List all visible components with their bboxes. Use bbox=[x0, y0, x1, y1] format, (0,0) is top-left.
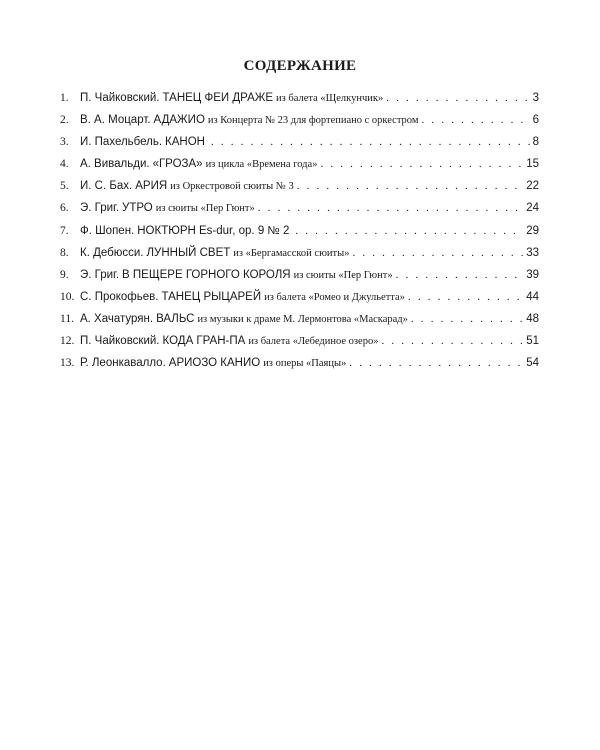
entry-composer: В. А. Моцарт. bbox=[80, 114, 151, 127]
toc-entry bbox=[60, 158, 539, 180]
entry-page-number: 15 bbox=[526, 158, 539, 171]
dot-leader bbox=[352, 247, 523, 259]
entry-number: 4. bbox=[60, 158, 69, 171]
entry-number: 3. bbox=[60, 136, 69, 149]
entry-work-title: ЛУННЫЙ СВЕТ bbox=[146, 246, 231, 259]
toc-entry bbox=[60, 202, 539, 224]
entry-page-number: 6 bbox=[532, 114, 539, 127]
toc-entry bbox=[60, 136, 539, 158]
table-of-contents bbox=[60, 92, 539, 379]
entry-page-number: 44 bbox=[526, 290, 539, 303]
dot-leader bbox=[320, 158, 523, 170]
toc-entry bbox=[60, 313, 539, 335]
entry-source: из оперы «Паяцы» bbox=[263, 358, 347, 370]
entry-number: 13. bbox=[60, 357, 75, 370]
entry-page-number: 54 bbox=[526, 357, 539, 370]
entry-work-title: ТАНЕЦ РЫЦАРЕЙ bbox=[161, 290, 262, 303]
entry-work-title: УТРО bbox=[122, 202, 153, 215]
entry-source: из сюиты «Пер Гюнт» bbox=[155, 203, 255, 215]
entry-work-title: АРИОЗО КАНИО bbox=[168, 357, 261, 370]
entry-composer: И. С. Бах. bbox=[80, 180, 133, 193]
dot-leader bbox=[386, 92, 529, 104]
entry-source: из балета «Лебединое озеро» bbox=[248, 336, 379, 348]
entry-source: из Концерта № 23 для фортепиано с оркестром bbox=[207, 115, 419, 127]
entry-composer: Р. Леонкавалло. bbox=[80, 357, 166, 370]
dot-leader bbox=[297, 180, 524, 192]
entry-page-number: 22 bbox=[526, 180, 539, 193]
toc-entry bbox=[60, 247, 539, 269]
entry-work-title: АДАЖИО bbox=[153, 114, 205, 127]
entry-composer: Э. Григ. bbox=[80, 268, 120, 281]
entry-composer: П. Чайковский. bbox=[80, 92, 160, 104]
toc-entry bbox=[60, 269, 539, 291]
entry-source: из цикла «Времена года» bbox=[205, 159, 318, 171]
toc-entry bbox=[60, 180, 539, 202]
entry-work-title: ВАЛЬС bbox=[156, 312, 195, 325]
dot-leader bbox=[422, 114, 530, 126]
entry-source: из сюиты «Пер Гюнт» bbox=[293, 269, 393, 281]
entry-source: из балета «Ромео и Джульетта» bbox=[264, 291, 405, 303]
entry-source: из Оркестровой сюиты № 3 bbox=[170, 181, 294, 193]
entry-work-title: «ГРОЗА» bbox=[152, 158, 203, 171]
entry-number: 10. bbox=[60, 290, 75, 303]
dot-leader bbox=[258, 202, 523, 214]
entry-composer: А. Вивальди. bbox=[80, 158, 150, 171]
entry-page-number: 8 bbox=[532, 136, 539, 149]
toc-entry bbox=[60, 335, 539, 357]
entry-work-title: КОДА ГРАН-ПА bbox=[162, 335, 246, 348]
dot-leader bbox=[408, 291, 523, 303]
entry-number: 8. bbox=[60, 246, 69, 259]
entry-composer: С. Прокофьев. bbox=[80, 290, 159, 303]
toc-entry bbox=[60, 114, 539, 136]
entry-page-number: 33 bbox=[526, 246, 539, 259]
dot-leader bbox=[411, 313, 523, 325]
entry-number: 12. bbox=[60, 335, 75, 348]
entry-composer: И. Пахельбель. bbox=[80, 136, 163, 149]
entry-number: 9. bbox=[60, 268, 69, 281]
toc-entry bbox=[60, 291, 539, 313]
entry-work-title: НОКТЮРН Es-dur, ор. 9 № 2 bbox=[137, 224, 290, 237]
entry-page-number: 24 bbox=[526, 202, 539, 215]
entry-number: 11. bbox=[60, 312, 74, 325]
dot-leader bbox=[211, 136, 530, 148]
dot-leader bbox=[381, 335, 523, 347]
entry-number: 7. bbox=[60, 224, 69, 237]
entry-number: 1. bbox=[60, 92, 69, 104]
entry-source: из балета «Щелкунчик» bbox=[276, 93, 384, 104]
toc-entry bbox=[60, 92, 539, 114]
entry-page-number: 39 bbox=[526, 268, 539, 281]
dot-leader bbox=[396, 269, 524, 281]
entry-page-number: 48 bbox=[526, 312, 539, 325]
entry-composer: Э. Григ. bbox=[80, 202, 120, 215]
dot-leader bbox=[349, 357, 523, 369]
entry-number: 2. bbox=[60, 114, 69, 127]
page-title: СОДЕРЖАНИЕ bbox=[243, 58, 357, 74]
entry-composer: П. Чайковский. bbox=[80, 335, 160, 348]
entry-page-number: 29 bbox=[526, 224, 539, 237]
entry-source: из музыки к драме М. Лермонтова «Маскарад» bbox=[197, 313, 408, 325]
toc-entry bbox=[60, 357, 539, 379]
entry-work-title: КАНОН bbox=[165, 136, 205, 149]
entry-page-number: 51 bbox=[526, 335, 539, 348]
entry-number: 6. bbox=[60, 202, 69, 215]
entry-source: из «Бергамасской сюиты» bbox=[233, 247, 350, 259]
dot-leader bbox=[295, 225, 523, 237]
entry-composer: А. Хачатурян. bbox=[80, 312, 154, 325]
entry-number: 5. bbox=[60, 180, 69, 193]
entry-work-title: АРИЯ bbox=[135, 180, 168, 193]
entry-work-title: В ПЕЩЕРЕ ГОРНОГО КОРОЛЯ bbox=[122, 268, 291, 281]
entry-page-number: 3 bbox=[532, 92, 539, 104]
entry-composer: Ф. Шопен. bbox=[80, 224, 135, 237]
entry-work-title: ТАНЕЦ ФЕИ ДРАЖЕ bbox=[162, 92, 274, 104]
entry-composer: К. Дебюсси. bbox=[80, 246, 144, 259]
toc-entry bbox=[60, 225, 539, 247]
